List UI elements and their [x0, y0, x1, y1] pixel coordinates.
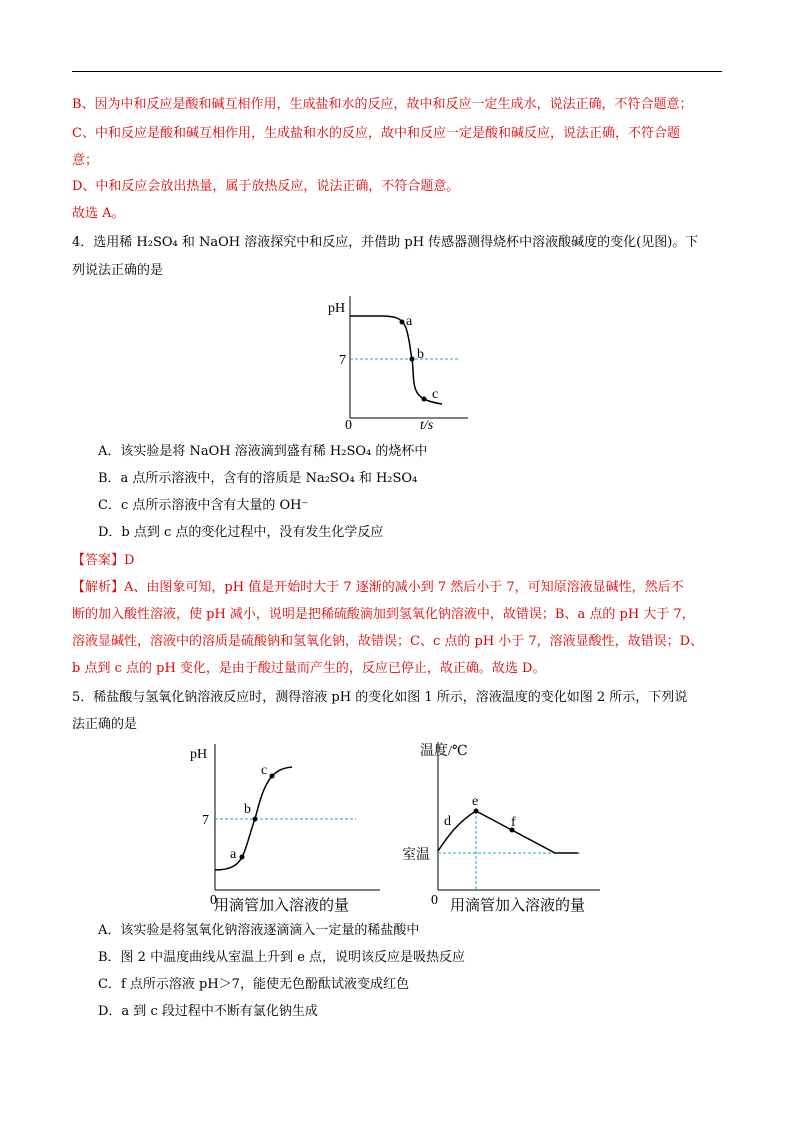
- q3-choice: 故选 A。: [72, 206, 125, 221]
- q4-label-a: a: [406, 314, 413, 329]
- q4-point-c: [422, 397, 427, 402]
- q5-fig1-y-label: pH: [190, 747, 208, 762]
- q5-fig1-point-a: [240, 855, 245, 860]
- q4-stem-line1: 4．选用稀 H₂SO₄ 和 NaOH 溶液探究中和反应，并借助 pH 传感器测得烧杯中溶液酸碱度的变化(见图)。下: [72, 235, 699, 250]
- q4-point-b: [410, 357, 415, 362]
- q5-fig1-point-c: [270, 774, 275, 779]
- header-rule: [72, 71, 722, 72]
- q4-point-a: [400, 320, 405, 325]
- q4-option-a: A．该实验是将 NaOH 溶液滴到盛有稀 H₂SO₄ 的烧杯中: [98, 444, 428, 459]
- q5-fig2-label-e: e: [472, 794, 479, 809]
- q4-x-label: t/s: [420, 418, 434, 433]
- q4-y-tick-7: 7: [339, 353, 346, 368]
- q4-ph-curve: [350, 316, 442, 404]
- q5-fig2-temp: [400, 738, 610, 918]
- q4-stem-line2: 列说法正确的是: [72, 263, 164, 278]
- q4-label-b: b: [417, 347, 424, 362]
- q4-analysis-line2: 断的加入酸性溶液，使 pH 减小，说明是把稀硫酸滴加到氢氧化钠溶液中，故错误；B、a 点的 pH 大于 7，: [72, 607, 695, 622]
- q5-fig1-label-a: a: [230, 847, 237, 862]
- q5-fig1-label-b: b: [244, 802, 251, 817]
- q4-answer: [72, 552, 134, 570]
- q4-option-d: D．b 点到 c 点的变化过程中，没有发生化学反应: [98, 525, 384, 540]
- q5-stem-line2: 法正确的是: [72, 717, 138, 732]
- q4-answer-tag: 【答案】: [72, 553, 125, 568]
- q5-fig2-label-f: f: [511, 815, 516, 830]
- q4-analysis-text1: A、由图象可知，pH 值是开始时大于 7 逐渐的减小到 7 然后小于 7，可知原溶液显碱性，然后不: [124, 580, 684, 595]
- q5-stem-line1: 5．稀盐酸与氢氧化钠溶液反应时，测得溶液 pH 的变化如图 1 所示，溶液温度的变化如图 2 所示，下列说: [72, 690, 688, 705]
- q5-fig2-point-e: [474, 809, 479, 814]
- q5-fig1-y-tick-7: 7: [202, 813, 209, 828]
- q5-option-d: D．a 到 c 段过程中不断有氯化钠生成: [98, 1004, 318, 1019]
- q5-fig1-x-label: 用滴管加入溶液的量: [214, 898, 350, 914]
- q4-ph-figure: [320, 288, 470, 438]
- q4-analysis-tag: 【解析】: [72, 580, 125, 595]
- q5-fig1-origin: 0: [210, 893, 217, 908]
- q5-option-a: A．该实验是将氢氧化钠溶液逐滴滴入一定量的稀盐酸中: [98, 923, 420, 938]
- q5-fig2-y-tick-room: 室温: [402, 848, 430, 863]
- q5-fig2-y-label: 温度/℃: [420, 744, 468, 759]
- q5-fig2-label-d: d: [444, 814, 451, 829]
- q3-explain-b: B、因为中和反应是酸和碱互相作用，生成盐和水的反应，故中和反应一定生成水，说法正确，不符合题意；: [72, 97, 693, 112]
- q4-analysis-line4: b 点到 c 点的 pH 变化，是由于酸过量而产生的，反应已停止，故正确。故选 D。: [72, 661, 546, 676]
- q4-answer-value: D: [124, 553, 135, 568]
- q4-origin: 0: [345, 418, 352, 433]
- q5-option-b: B．图 2 中温度曲线从室温上升到 e 点，说明该反应是吸热反应: [98, 950, 466, 965]
- q4-analysis-line1: [72, 579, 684, 597]
- q4-option-c: C．c 点所示溶液中含有大量的 OH⁻: [98, 498, 309, 513]
- q3-explain-d: D、中和反应会放出热量，属于放热反应，说法正确，不符合题意。: [72, 179, 460, 194]
- q4-label-c: c: [432, 387, 439, 402]
- q5-fig1-label-c: c: [261, 763, 268, 778]
- q5-fig2-origin: 0: [431, 893, 438, 908]
- q3-explain-c-line1: C、中和反应是酸和碱互相作用，生成盐和水的反应，故中和反应一定是酸和碱反应，说法正确，不符合题: [72, 126, 680, 141]
- q4-y-label: pH: [328, 301, 346, 316]
- q3-explain-c-line2: 意；: [72, 153, 99, 168]
- q4-option-b: B．a 点所示溶液中，含有的溶质是 Na₂SO₄ 和 H₂SO₄: [98, 471, 418, 486]
- q5-fig1-point-b: [253, 817, 258, 822]
- q5-fig2-x-label: 用滴管加入溶液的量: [450, 898, 586, 914]
- q4-analysis-line3: 溶液显碱性，溶液中的溶质是硫酸钠和氢氧化钠，故错误；C、c 点的 pH 小于 7，溶液显酸性，故错误；D、: [72, 634, 704, 649]
- q5-fig1-ph: [190, 738, 390, 918]
- q5-fig2-temp-curve: [438, 811, 578, 853]
- q5-option-c: C．f 点所示溶液 pH＞7，能使无色酚酞试液变成红色: [98, 977, 409, 992]
